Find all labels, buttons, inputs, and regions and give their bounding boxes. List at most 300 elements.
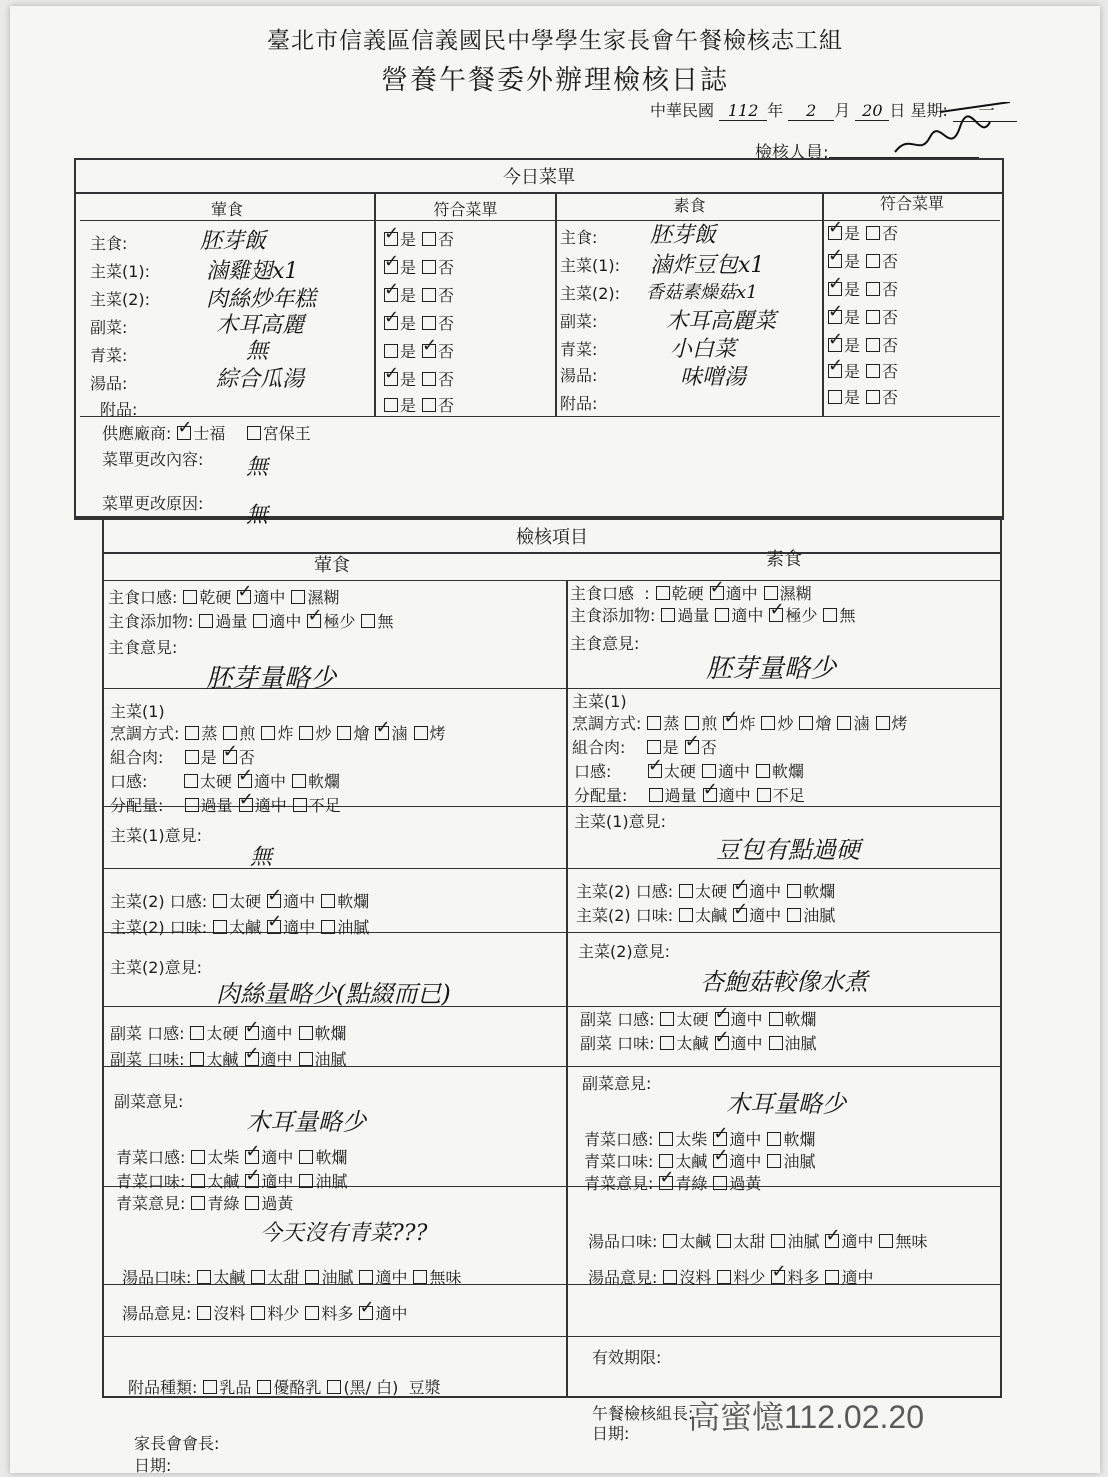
opt: 軟爛	[803, 882, 836, 901]
yes-label: 是	[844, 388, 861, 407]
label: 副菜 口感:	[110, 1024, 185, 1043]
main2-opinion-label: 主菜(2)意見:	[578, 942, 671, 961]
check-section-title: 檢核項目	[516, 527, 588, 548]
checkbox[interactable]	[185, 750, 199, 764]
checkbox[interactable]	[648, 764, 662, 778]
staple-additive	[108, 612, 393, 632]
opt: 極少	[323, 612, 356, 631]
no-label: 否	[882, 308, 899, 327]
checkbox[interactable]	[245, 1150, 259, 1164]
checkbox[interactable]	[879, 1234, 893, 1248]
label: 湯品意見:	[588, 1268, 658, 1287]
checkbox[interactable]	[422, 232, 436, 246]
main2-opinion: 杏鮑菇較像水煮	[700, 968, 868, 996]
staple-texture: 主食口感 : 乾硬✓ 適中 濕糊	[570, 584, 812, 604]
checkbox[interactable]	[715, 1012, 729, 1026]
checkbox[interactable]	[663, 1270, 677, 1284]
checkbox[interactable]	[253, 614, 267, 628]
checkbox[interactable]	[245, 1052, 259, 1066]
checkbox[interactable]	[828, 364, 842, 378]
checkbox[interactable]	[422, 398, 436, 412]
day-value: 20	[855, 101, 889, 121]
opt: 適中	[729, 1130, 762, 1149]
greens-opinion	[584, 1174, 761, 1194]
soup-opinion	[122, 1304, 407, 1324]
opt: 料多	[321, 1304, 354, 1323]
row-label: 主菜(2):	[90, 290, 151, 309]
label: 主菜(2) 口感:	[576, 882, 674, 901]
menu-match-header-veg: 符合菜單	[879, 194, 944, 213]
checkbox[interactable]	[299, 1052, 313, 1066]
no-label: 否	[882, 336, 899, 355]
checkbox[interactable]	[866, 338, 880, 352]
combo-meat	[572, 738, 717, 758]
checkbox[interactable]	[413, 1270, 427, 1284]
meat-dish: 無	[246, 339, 269, 364]
checkbox[interactable]	[199, 614, 213, 628]
checkbox[interactable]	[679, 884, 693, 898]
checkbox[interactable]	[828, 310, 842, 324]
checkbox[interactable]	[828, 254, 842, 268]
no-label: 否	[438, 230, 455, 249]
opt: 適中	[253, 588, 286, 607]
checkbox[interactable]	[828, 390, 842, 404]
opt: 炒	[315, 724, 332, 743]
opt: 太柴	[207, 1148, 240, 1167]
main2-taste	[576, 906, 835, 926]
check-meat-header: 葷食	[314, 555, 350, 576]
opt: 適中	[261, 1172, 294, 1191]
label: 青菜口味:	[584, 1152, 654, 1171]
checkbox[interactable]	[723, 716, 737, 730]
checkbox[interactable]	[656, 586, 670, 600]
checkbox[interactable]	[757, 788, 771, 802]
checkbox[interactable]	[299, 1150, 313, 1164]
yes-label: 是	[400, 342, 417, 361]
label: 組合肉:	[110, 748, 164, 767]
checkbox[interactable]	[237, 590, 251, 604]
row-label: 湯品:	[560, 366, 598, 385]
opt: 無	[377, 612, 394, 631]
opt: 過黃	[261, 1194, 294, 1213]
yes-label: 是	[844, 252, 861, 271]
checkbox[interactable]	[251, 1270, 265, 1284]
label: 青菜口感:	[584, 1130, 654, 1149]
chair-date-label: 日期:	[134, 1456, 172, 1475]
staple-additive	[570, 606, 855, 626]
checkbox[interactable]	[866, 364, 880, 378]
checkbox[interactable]	[321, 920, 335, 934]
checkbox[interactable]	[267, 920, 281, 934]
meat-match	[378, 314, 454, 334]
checkbox[interactable]	[307, 614, 321, 628]
row-label: 附品:	[100, 400, 138, 419]
opt: 太鹹	[206, 1050, 239, 1069]
veg-match	[822, 224, 898, 244]
checkbox[interactable]	[713, 1176, 727, 1190]
checkbox[interactable]	[247, 426, 261, 440]
checkbox[interactable]	[375, 726, 389, 740]
opt: 乾硬	[199, 588, 232, 607]
opt: 太鹹	[229, 918, 262, 937]
opt: 適中	[260, 1050, 293, 1069]
checkbox[interactable]	[715, 608, 729, 622]
opt: 適中	[375, 1304, 408, 1323]
opt: 油膩	[784, 1034, 817, 1053]
checkbox[interactable]	[361, 614, 375, 628]
checkbox[interactable]	[299, 1026, 313, 1040]
side-item-type	[128, 1378, 441, 1398]
supplier-b: 宮保王	[262, 424, 311, 443]
checkbox[interactable]	[660, 1036, 674, 1050]
checkbox[interactable]	[197, 1270, 211, 1284]
opt: 滷	[391, 724, 408, 743]
checkbox[interactable]	[267, 894, 281, 908]
staple-opinion-label: 主食意見:	[108, 638, 178, 657]
opt: 青綠	[207, 1194, 240, 1213]
opt: 適中	[718, 786, 751, 805]
checkbox[interactable]	[203, 1380, 217, 1394]
watermark-stamp: 高蜜憶112.02.20	[688, 1399, 924, 1435]
veg-match	[822, 308, 898, 328]
opt: (黑/ 白)	[343, 1378, 399, 1397]
checkbox[interactable]	[251, 1306, 265, 1320]
checkbox[interactable]	[659, 1154, 673, 1168]
opt: 適中	[725, 584, 758, 603]
opt: 適中	[841, 1268, 874, 1287]
side-taste	[580, 1034, 817, 1054]
checkbox[interactable]	[384, 232, 398, 246]
soup-opinion	[588, 1268, 873, 1288]
checkbox[interactable]	[679, 908, 693, 922]
checkbox[interactable]	[384, 260, 398, 274]
checkbox[interactable]	[245, 1174, 259, 1188]
checkbox[interactable]	[764, 586, 778, 600]
checkbox[interactable]	[828, 226, 842, 240]
opt: 軟爛	[314, 1024, 347, 1043]
opt: 太鹹	[675, 1152, 708, 1171]
checkbox[interactable]	[767, 1154, 781, 1168]
checkbox[interactable]	[191, 1174, 205, 1188]
checkbox[interactable]	[292, 774, 306, 788]
combo-meat	[110, 748, 255, 768]
opt: 油膩	[783, 1152, 816, 1171]
label: 烹調方式:	[572, 714, 642, 733]
opt: 是	[662, 738, 679, 757]
opt: 適中	[730, 1010, 763, 1029]
year-value: 112	[719, 101, 767, 121]
checkbox[interactable]	[384, 372, 398, 386]
cook-method	[110, 724, 446, 744]
check-veg-header: 素食	[766, 549, 802, 570]
checkbox[interactable]	[190, 1052, 204, 1066]
checkbox[interactable]	[414, 726, 428, 740]
label: 主食口感	[570, 584, 635, 603]
main1-opinion: 豆包有點過硬	[716, 836, 860, 864]
main2-opinion-label: 主菜(2)意見:	[110, 958, 203, 977]
meat-match	[378, 230, 454, 250]
checkbox[interactable]	[769, 1012, 783, 1026]
opt: 乳品	[219, 1378, 252, 1397]
opt: 料多	[787, 1268, 820, 1287]
meat-dish: 胚芽飯	[200, 229, 267, 254]
veg-dish: 胚芽飯	[650, 223, 717, 248]
checkbox[interactable]	[771, 1270, 785, 1284]
checkbox[interactable]	[685, 740, 699, 754]
checkbox[interactable]	[422, 260, 436, 274]
opt: 適中	[749, 882, 782, 901]
checkbox[interactable]	[717, 1234, 731, 1248]
checkbox[interactable]	[660, 1012, 674, 1026]
checkbox[interactable]	[661, 608, 675, 622]
checkbox[interactable]	[767, 1132, 781, 1146]
label: 副菜 口味:	[580, 1034, 655, 1053]
checkbox[interactable]	[239, 798, 253, 812]
cook-method	[572, 714, 908, 734]
menu-section-title: 今日菜單	[503, 167, 575, 188]
label: 主食添加物:	[570, 606, 656, 625]
opt: 太鹹	[207, 1172, 240, 1191]
checkbox[interactable]	[702, 764, 716, 778]
opt: 蒸	[201, 724, 218, 743]
no-label: 否	[438, 286, 455, 305]
checkbox[interactable]	[659, 1176, 673, 1190]
no-label: 否	[438, 314, 455, 333]
veg-dish: 味噌湯	[680, 365, 747, 390]
checkbox[interactable]	[685, 716, 699, 730]
opt: 油膩	[321, 1268, 354, 1287]
meat-match	[378, 396, 454, 416]
checkbox[interactable]	[866, 226, 880, 240]
opt: 適中	[717, 762, 750, 781]
era-label: 中華民國	[650, 101, 715, 120]
label: 青菜意見:	[116, 1194, 186, 1213]
checkbox[interactable]	[866, 390, 880, 404]
opt: 適中	[283, 918, 316, 937]
checkbox[interactable]	[828, 282, 842, 296]
checkbox[interactable]	[825, 1270, 839, 1284]
row-label: 副菜:	[560, 312, 598, 331]
greens-taste	[116, 1172, 347, 1192]
checkbox[interactable]	[799, 716, 813, 730]
checkbox[interactable]	[197, 1306, 211, 1320]
checkbox[interactable]	[733, 908, 747, 922]
opt: 烤	[891, 714, 908, 733]
checkbox[interactable]	[717, 1270, 731, 1284]
texture	[574, 762, 804, 782]
checkbox[interactable]	[327, 1380, 341, 1394]
checkbox[interactable]	[769, 1036, 783, 1050]
staple-opinion-label: 主食意見:	[570, 634, 640, 653]
opt: 太硬	[695, 882, 728, 901]
checkbox[interactable]	[191, 1150, 205, 1164]
weekday-value: 一	[953, 98, 1017, 122]
opt: 炸	[739, 714, 756, 733]
yes-label: 是	[400, 230, 417, 249]
divider	[555, 194, 557, 416]
checkbox[interactable]	[761, 716, 775, 730]
checkbox[interactable]	[261, 726, 275, 740]
opt: 軟爛	[784, 1010, 817, 1029]
no-label: 否	[882, 388, 899, 407]
checkbox[interactable]	[384, 398, 398, 412]
chair-label: 家長會會長:	[134, 1434, 220, 1453]
checkbox[interactable]	[713, 1154, 727, 1168]
checkbox[interactable]	[213, 894, 227, 908]
checkbox[interactable]	[422, 372, 436, 386]
checkbox[interactable]	[837, 716, 851, 730]
checkbox[interactable]	[422, 316, 436, 330]
checkbox[interactable]	[825, 1234, 839, 1248]
divider	[80, 220, 1000, 221]
checkbox[interactable]	[866, 254, 880, 268]
change-content-label: 菜單更改內容:	[102, 450, 204, 469]
checkbox[interactable]	[293, 798, 307, 812]
label: 湯品意見:	[122, 1304, 192, 1323]
yes-label: 是	[844, 280, 861, 299]
side-texture	[580, 1010, 817, 1030]
opt: 適中	[749, 906, 782, 925]
label: 主菜(2) 口味:	[576, 906, 674, 925]
checkbox[interactable]	[384, 288, 398, 302]
checkbox[interactable]	[715, 1036, 729, 1050]
checkbox[interactable]	[213, 920, 227, 934]
checkbox[interactable]	[787, 908, 801, 922]
checkbox[interactable]	[299, 726, 313, 740]
checkbox[interactable]	[876, 716, 890, 730]
opt: 太柴	[675, 1130, 708, 1149]
opt: 太硬	[663, 762, 696, 781]
veg-match	[822, 280, 898, 300]
opt: 油膩	[787, 1232, 820, 1251]
checkbox[interactable]	[337, 726, 351, 740]
opt: 青綠	[675, 1174, 708, 1193]
checkbox[interactable]	[663, 1234, 677, 1248]
divider	[566, 580, 568, 1398]
opt: 太鹹	[679, 1232, 712, 1251]
checkbox[interactable]	[647, 716, 661, 730]
checkbox[interactable]	[177, 426, 191, 440]
meat-dish: 木耳高麗	[216, 313, 305, 338]
greens-opinion	[116, 1194, 293, 1214]
checkbox[interactable]	[291, 590, 305, 604]
opt: 極少	[785, 606, 818, 625]
main2-taste	[110, 918, 369, 938]
opt: 無	[839, 606, 856, 625]
greens-texture	[116, 1148, 347, 1168]
month-label: 月	[834, 101, 851, 120]
opt: 適中	[261, 1148, 294, 1167]
row-label: 主菜(2):	[560, 284, 621, 303]
opt: 油膩	[803, 906, 836, 925]
checkbox[interactable]	[756, 764, 770, 778]
checkbox[interactable]	[257, 1380, 271, 1394]
checkbox[interactable]	[771, 1234, 785, 1248]
main2-opinion: 肉絲量略少(點綴而已)	[216, 980, 451, 1008]
label: 主食添加物:	[108, 612, 194, 631]
meat-match	[378, 342, 454, 362]
opt: 油膩	[337, 918, 370, 937]
main1-opinion-label: 主菜(1)意見:	[110, 826, 203, 845]
checkbox[interactable]	[823, 608, 837, 622]
label: 分配量:	[574, 786, 628, 805]
checkbox[interactable]	[190, 1026, 204, 1040]
label: 組合肉:	[572, 738, 626, 757]
no-label: 否	[882, 224, 899, 243]
checkbox[interactable]	[384, 344, 398, 358]
opt: 適中	[841, 1232, 874, 1251]
checkbox[interactable]	[245, 1026, 259, 1040]
meat-match	[378, 258, 454, 278]
label: 青菜口味:	[116, 1172, 186, 1191]
opt: 過量	[215, 612, 248, 631]
checkbox[interactable]	[359, 1306, 373, 1320]
checkbox[interactable]	[866, 282, 880, 296]
opt: 否	[238, 748, 255, 767]
checkbox[interactable]	[647, 740, 661, 754]
greens-taste	[584, 1152, 815, 1172]
opt: 過量	[664, 786, 697, 805]
divider	[374, 194, 376, 416]
staple-opinion: 胚芽量略少	[706, 654, 837, 684]
checkbox[interactable]	[659, 1132, 673, 1146]
opt: 太硬	[676, 1010, 709, 1029]
checkbox[interactable]	[321, 894, 335, 908]
opt: 適中	[260, 1024, 293, 1043]
checkbox[interactable]	[191, 1196, 205, 1210]
supplier-line	[102, 424, 311, 444]
checkbox[interactable]	[828, 338, 842, 352]
checkbox[interactable]	[223, 726, 237, 740]
soup-taste	[588, 1232, 927, 1252]
checkbox[interactable]	[359, 1270, 373, 1284]
opt: 軟爛	[315, 1148, 348, 1167]
change-reason-label: 菜單更改原因:	[102, 494, 204, 513]
label: 口感:	[574, 762, 612, 781]
checkbox[interactable]	[769, 608, 783, 622]
checkbox[interactable]	[238, 774, 252, 788]
leader-label: 午餐檢核組長:	[592, 1404, 694, 1423]
divider	[102, 1336, 1002, 1337]
veg-dish: 香菇素燥菇x1	[646, 282, 758, 303]
checkbox[interactable]	[703, 788, 717, 802]
checkbox[interactable]	[184, 774, 198, 788]
checkbox[interactable]	[185, 726, 199, 740]
checkbox[interactable]	[733, 884, 747, 898]
meat-dish: 滷雞翅x1	[206, 259, 299, 284]
month-value: 2	[788, 101, 834, 121]
checkbox[interactable]	[245, 1196, 259, 1210]
checkbox[interactable]	[710, 586, 724, 600]
opt: 適中	[269, 612, 302, 631]
row-label: 主食:	[90, 234, 128, 253]
checkbox[interactable]	[183, 590, 197, 604]
checkbox[interactable]	[866, 310, 880, 324]
checkbox[interactable]	[223, 750, 237, 764]
checkbox[interactable]	[299, 1174, 313, 1188]
checkbox[interactable]	[384, 316, 398, 330]
checkbox[interactable]	[305, 1306, 319, 1320]
opt: 軟爛	[307, 772, 340, 791]
checkbox[interactable]	[713, 1132, 727, 1146]
checkbox[interactable]	[787, 884, 801, 898]
checkbox[interactable]	[422, 344, 436, 358]
checkbox[interactable]	[649, 788, 663, 802]
checkbox[interactable]	[185, 798, 199, 812]
checkbox[interactable]	[305, 1270, 319, 1284]
no-label: 否	[882, 252, 899, 271]
checkbox[interactable]	[422, 288, 436, 302]
